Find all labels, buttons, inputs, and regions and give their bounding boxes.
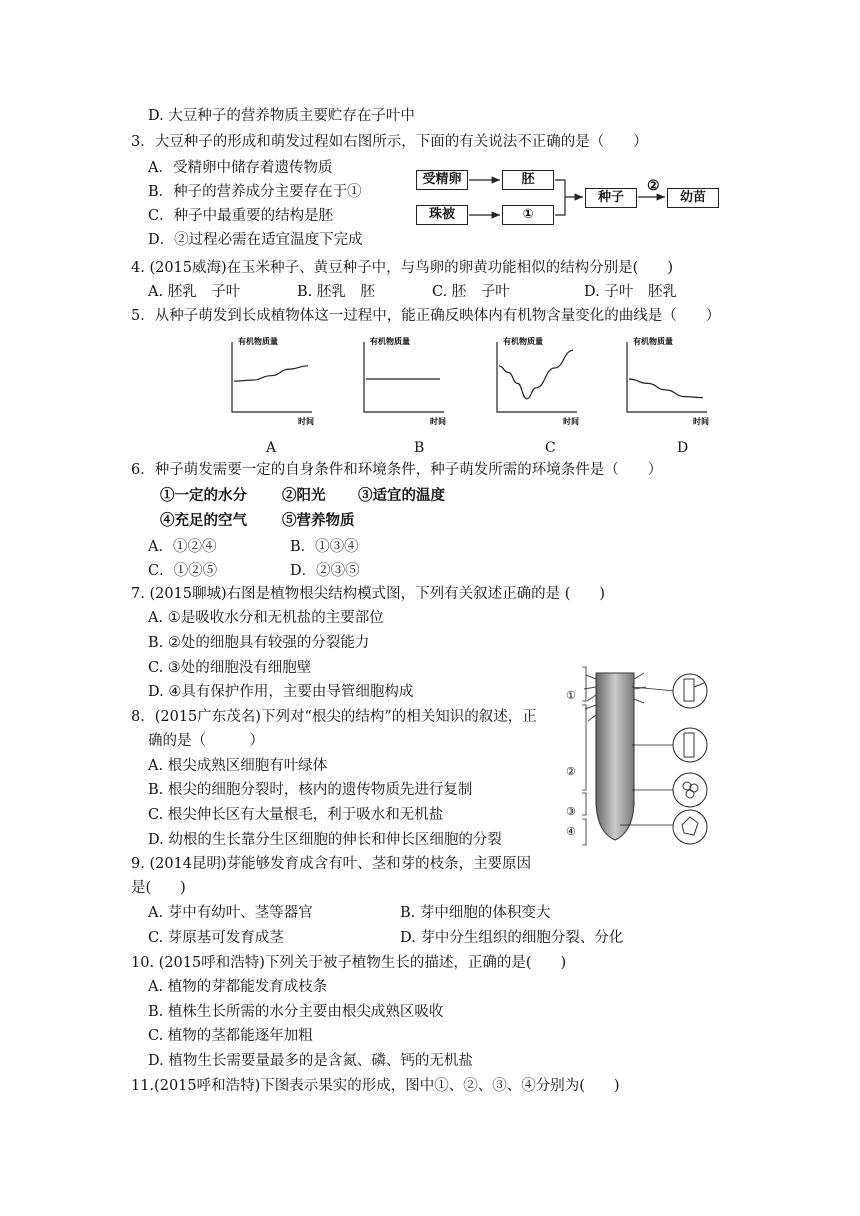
q8-option-a: A. 根尖成熟区细胞有叶绿体	[148, 758, 328, 774]
series-line	[234, 366, 308, 381]
q8-stem-line1: 8．(2015广东茂名)下列对“根尖的结构”的相关知识的叙述，正	[131, 709, 537, 725]
node-zygote: 受精卵	[416, 170, 468, 190]
q7-stem: 7. (2015聊城)右图是植物根尖结构模式图，下列有关叙述正确的是 ( )	[131, 586, 606, 602]
q4-option-a: A. 胚乳 子叶	[148, 284, 241, 300]
chart-label-b: B	[414, 440, 425, 456]
q6-option-b: B．①③④	[290, 539, 359, 555]
chart-ylabel: 有机物质量	[633, 337, 673, 346]
chart-ylabel: 有机物质量	[238, 337, 278, 346]
q6-option-a: A．①②④	[148, 539, 217, 555]
chart-ylabel: 有机物质量	[503, 337, 543, 346]
chart-label-d: D	[677, 440, 689, 456]
q9-stem-line1: 9. (2014昆明)芽能够发育成含有叶、茎和芽的枝条，主要原因	[131, 856, 532, 872]
q10-stem: 10. (2015呼和浩特)下列关于被子植物生长的描述，正确的是( )	[131, 955, 567, 971]
node-integument: 珠被	[416, 205, 468, 225]
q10-option-b: B. 植株生长所需的水分主要由根尖成熟区吸收	[148, 1004, 444, 1020]
q9-stem-line2: 是( )	[131, 880, 186, 896]
node-embryo: 胚	[502, 170, 554, 190]
q8-option-d: D. 幼根的生长靠分生区细胞的伸长和伸长区细胞的分裂	[148, 832, 502, 848]
q10-option-c: C. 植物的茎都能逐年加粗	[148, 1028, 313, 1044]
q6-condition-1: ①一定的水分	[160, 487, 247, 504]
q6-stem: 6．种子萌发需要一定的自身条件和环境条件，种子萌发所需的环境条件是（ ）	[131, 462, 663, 478]
node-seed-coat: ①	[502, 205, 554, 225]
root-marker-1: ①	[566, 689, 576, 702]
q3-option-b: B．种子的营养成分主要存在于①	[148, 184, 362, 200]
chart-axes	[232, 342, 312, 412]
q6-option-d: D．②③⑤	[290, 563, 360, 579]
q7-option-a: A. ①是吸收水分和无机盐的主要部位	[148, 610, 384, 626]
root-tip-illustration	[560, 665, 720, 860]
node-seed: 种子	[585, 188, 637, 208]
q3-stem: 3．大豆种子的形成和萌发过程如右图所示，下面的有关说法不正确的是（ ）	[131, 134, 648, 150]
q9-option-b: B. 芽中细胞的体积变大	[400, 905, 551, 921]
q10-option-a: A. 植物的芽都能发育成枝条	[148, 979, 328, 995]
q5-stem: 5．从种子萌发到长成植物体这一过程中，能正确反映体内有机物含量变化的曲线是（ ）	[131, 308, 721, 324]
q6-condition-4: ④充足的空气	[160, 512, 247, 529]
chart-label-c: C	[545, 440, 556, 456]
chart-xlabel: 时间	[298, 417, 314, 426]
q8-option-b: B. 根尖的细胞分裂时，核内的遗传物质先进行复制	[148, 782, 473, 798]
series-line	[629, 379, 703, 398]
q11-stem: 11.(2015呼和浩特)下图表示果实的形成，图中①、②、③、④分别为( )	[131, 1078, 620, 1094]
q3-option-d: D．②过程必需在适宜温度下完成	[148, 232, 363, 248]
q9-option-c: C. 芽原基可发育成茎	[148, 930, 284, 946]
q7-option-b: B. ②处的细胞具有较强的分裂能力	[148, 635, 370, 651]
q4-option-d: D. 子叶 胚乳	[584, 284, 677, 300]
q9-option-a: A. 芽中有幼叶、茎等器官	[148, 905, 313, 921]
q7-option-d: D. ④具有保护作用，主要由导管细胞构成	[148, 684, 414, 700]
q3-option-c: C．种子中最重要的结构是胚	[148, 208, 334, 224]
q6-condition-5: ⑤营养物质	[282, 512, 355, 529]
q6-condition-2: ②阳光	[282, 487, 326, 504]
chart-axes	[497, 342, 577, 412]
q6-condition-3: ③适宜的温度	[358, 487, 445, 504]
node-seedling: 幼苗	[667, 188, 719, 208]
q8-stem-line2: 确的是（ ）	[148, 733, 264, 749]
q4-option-b: B. 胚乳 胚	[297, 284, 375, 300]
chart-xlabel: 时间	[563, 417, 579, 426]
q5-charts	[0, 330, 860, 430]
q7-option-c: C. ③处的细胞没有细胞壁	[148, 660, 312, 676]
chart-axes	[627, 342, 707, 412]
q4-stem: 4. (2015威海)在玉米种子、黄豆种子中，与鸟卵的卵黄功能相似的结构分别是( )	[131, 260, 673, 276]
q4-option-c: C. 胚 子叶	[432, 284, 510, 300]
root-marker-4: ④	[566, 825, 576, 838]
q2-option-d: D. 大豆种子的营养物质主要贮存在子叶中	[148, 108, 415, 124]
q9-option-d: D. 芽中分生组织的细胞分裂、分化	[400, 930, 624, 946]
root-marker-2: ②	[566, 765, 576, 778]
chart-label-a: A	[266, 440, 277, 456]
diagram-arrows	[0, 0, 860, 260]
step-marker: ②	[647, 178, 660, 194]
q8-option-c: C. 根尖伸长区有大量根毛，利于吸水和无机盐	[148, 807, 444, 823]
root-marker-3: ③	[566, 805, 576, 818]
series-line	[499, 350, 573, 398]
q3-option-a: A．受精卵中储存着遗传物质	[148, 160, 333, 176]
chart-xlabel: 时间	[430, 417, 446, 426]
chart-xlabel: 时间	[693, 417, 709, 426]
root-tip-figure	[560, 665, 720, 860]
chart-axes	[364, 342, 444, 412]
q10-option-d: D. 植物生长需要量最多的是含氮、磷、钙的无机盐	[148, 1053, 473, 1069]
chart-ylabel: 有机物质量	[370, 337, 410, 346]
q6-option-c: C．①②⑤	[148, 563, 218, 579]
